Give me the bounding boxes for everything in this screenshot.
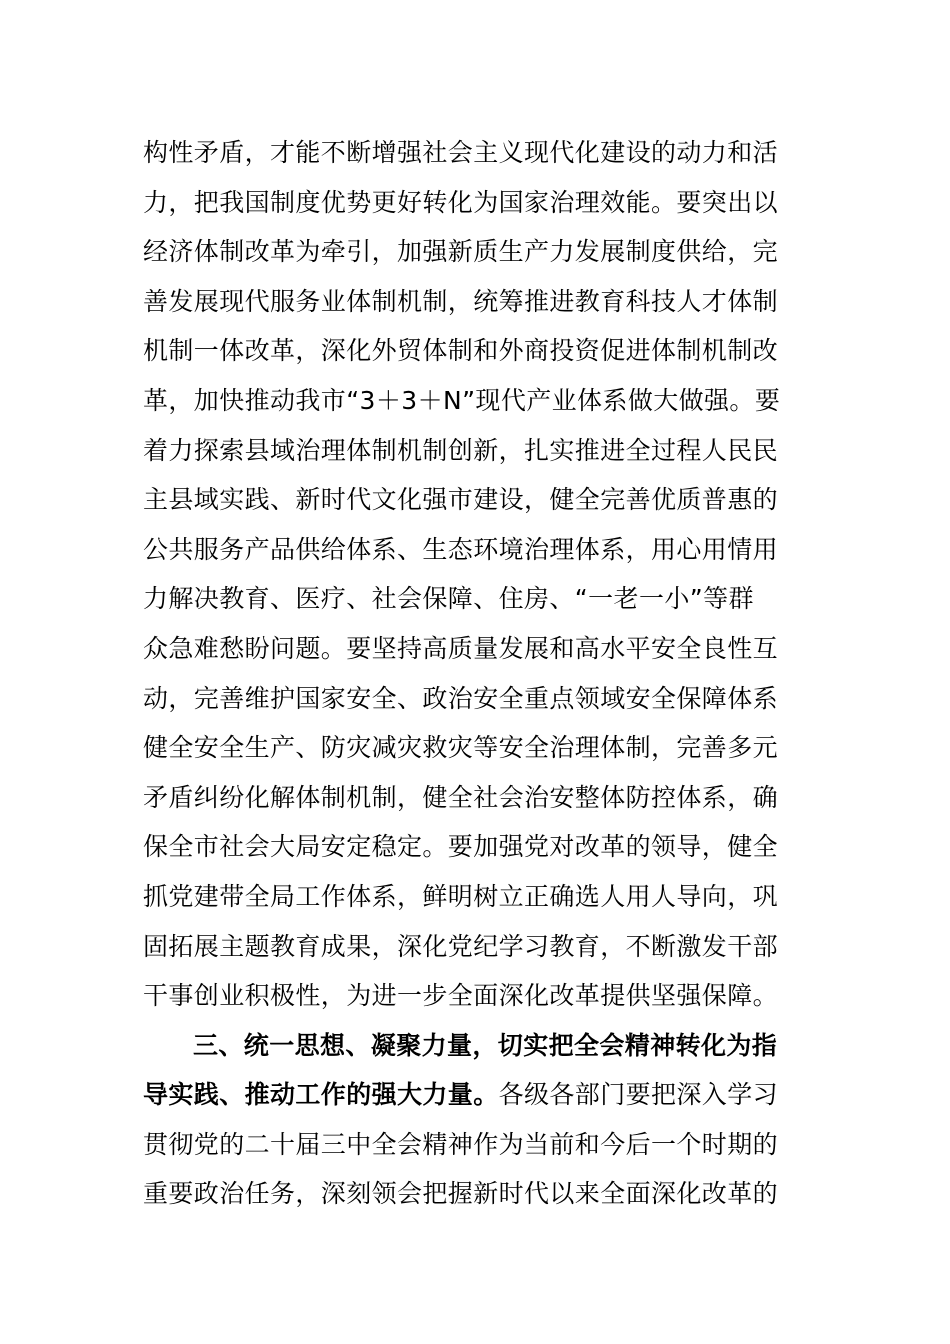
text-line: 固拓展主题教育成果，深化党纪学习教育，不断激发干部 <box>143 931 779 961</box>
text-line: 经济体制改革为牵引，加强新质生产力发展制度供给，完 <box>143 237 779 267</box>
text-line: 着力探索县域治理体制机制创新，扎实推进全过程人民民 <box>143 435 779 465</box>
text-line: 构性矛盾，才能不断增强社会主义现代化建设的动力和活 <box>143 138 779 167</box>
section-heading-continued <box>143 1070 808 1120</box>
text-line: 干事创业积极性，为进一步全面深化改革提供坚强保障。 <box>143 981 779 1011</box>
text-line: 力，把我国制度优势更好转化为国家治理效能。要突出以 <box>143 187 779 217</box>
text-line: 抓党建带全局工作体系，鲜明树立正确选人用人导向，巩 <box>143 881 779 911</box>
text-line: 革，加快推动我市“3＋3＋N”现代产业体系做大做强。要 <box>143 385 781 415</box>
text-line: 力解决教育、医疗、社会保障、住房、“一老一小”等群 <box>143 584 754 614</box>
text-line: 贯彻党的二十届三中全会精神作为当前和今后一个时期的 <box>143 1129 779 1159</box>
text-line: 机制一体改革，深化外贸体制和外商投资促进体制机制改 <box>143 336 779 366</box>
text-line: 矛盾纠纷化解体制机制，健全社会治安整体防控体系，确 <box>143 782 779 812</box>
section-body-start: 各级各部门要把深入学习 <box>498 1080 779 1110</box>
text-line: 保全市社会大局安定稳定。要加强党对改革的领导，健全 <box>143 832 779 862</box>
text-line: 重要政治任务，深刻领会把握新时代以来全面深化改革的 <box>143 1179 779 1209</box>
text-line: 众急难愁盼问题。要坚持高质量发展和高水平安全良性互 <box>143 633 779 663</box>
text-line: 善发展现代服务业体制机制，统筹推进教育科技人才体制 <box>143 286 779 316</box>
text-line: 健全安全生产、防灾减灾救灾等安全治理体制，完善多元 <box>143 733 779 763</box>
text-line: 主县域实践、新时代文化强市建设，健全完善优质普惠的 <box>143 485 779 515</box>
section-heading: 三、统一思想、凝聚力量，切实把全会精神转化为指 <box>193 1030 778 1060</box>
body-text <box>143 128 808 1219</box>
section-heading-end: 导实践、推动工作的强大力量。 <box>143 1080 499 1110</box>
text-line: 动，完善维护国家安全、政治安全重点领域安全保障体系 <box>143 683 779 713</box>
text-line: 公共服务产品供给体系、生态环境治理体系，用心用情用 <box>143 534 779 564</box>
